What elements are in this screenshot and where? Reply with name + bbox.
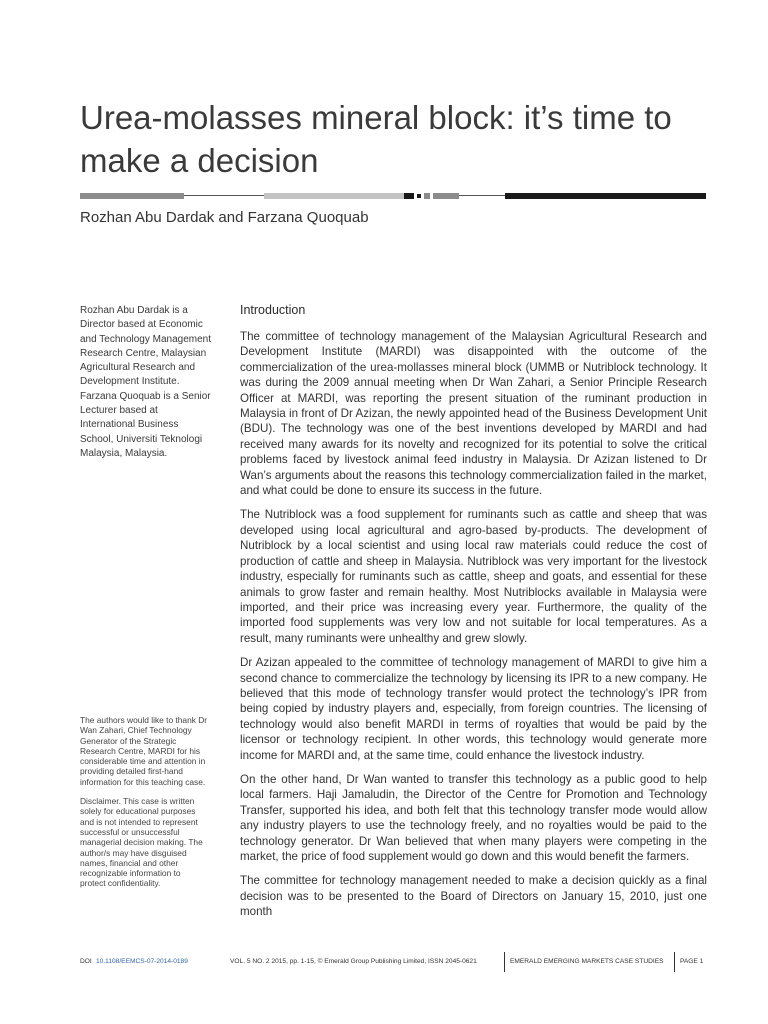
article-authors: Rozhan Abu Dardak and Farzana Quoquab bbox=[80, 209, 369, 226]
rule-square-gray bbox=[424, 193, 430, 199]
footer-separator bbox=[504, 952, 505, 972]
citation-info: VOL. 5 NO. 2 2015, pp. 1-15, © Emerald Group Publishing Limited, ISSN 2045-0621 bbox=[230, 958, 477, 965]
page-footer bbox=[80, 952, 708, 972]
body-paragraph: On the other hand, Dr Wan wanted to transfer this technology as a public good to help local farmers. Haji Jamaludin, the Director of the Centre for Promotion and Technology Transfer, supported his idea, and both felt that this technology transfer mode would allow any industry players to use the technology freely, and no royalties would be paid to the technology generator. Dr Wan believed that when many players were competing in the market, the price of food supplement would go down and this would benefit the farmers. bbox=[240, 772, 707, 863]
rule-segment-gray bbox=[80, 193, 184, 199]
rule-segment-gray-2 bbox=[433, 193, 459, 199]
body-paragraph: Dr Azizan appealed to the committee of technology management of MARDI to give him a second chance to commercialize the technology by licensing its IPR to a new company. He believed that this mode of technology transfer would protect the technology’s IPR from being copied by industry players and, especially, from foreign countries. The licensing of technology would also benefit MARDI in terms of royalties that would be paid by the licensor or technology recipient. In other words, this technology would generate more income for MARDI and, at the same time, could enhance the livestock industry. bbox=[240, 656, 707, 762]
author-bio: Rozhan Abu Dardak is a Director based at Economic and Technology Management Research Centre, Malaysian Agricultural Research and Development Institute. Farzana Quoquab is a Senior Lecturer based at International Business School, Universiti Teknologi Malaysia, Malaysia. bbox=[80, 305, 212, 459]
footer-separator bbox=[674, 952, 675, 972]
acknowledgement-note: The authors would like to thank Dr Wan Zahari, Chief Technology Generator of the Strategic Research Centre, MARDI for his considerable time and attention in providing detailed first-hand information for this teaching case. bbox=[80, 715, 208, 787]
journal-name: EMERALD EMERGING MARKETS CASE STUDIES bbox=[510, 958, 664, 965]
doi-label: DOI bbox=[80, 958, 92, 965]
body-paragraph: The committee of technology management of the Malaysian Agricultural Research and Development Institute (MARDI) was disappointed with the outcome of the commercialization of the urea-mollasses mineral block (UMMB or Nutriblock technology. It was during the 2009 annual meeting when Dr Wan Zahari, a Senior Principle Research Officer at MARDI, was reporting the present situation of the ruminant production in Malaysia in front of Dr Azizan, the newly appointed head of the Business Development Unit (BDU). The technology was one of the best inventions developed by MARDI and had received many awards for its novelty and recognized for its potential to solve the critical problems faced by livestock animal feed industry in Malaysia. Dr Azizan listened to Dr Wan’s arguments about the reasons this technology commercialization failed in the market, and what could be done to ensure its success in the future. bbox=[240, 330, 707, 498]
body-paragraph: The Nutriblock was a food supplement for ruminants such as cattle and sheep that was developed using local agricultural and agro-based by-products. The development of Nutriblock by a local scientist and using local raw materials could reduce the cost of production of cattle and sheep in Malaysia. Nutriblock was very important for the livestock industry, especially for ruminants such as cattle, sheep and goats, and essential for these animals to grow faster and remain healthy. Most Nutriblocks available in Malaysia were imported, and their price was increasing every year. Furthermore, the quality of the imported food supplements was very low and not suitable for local temperatures. As a result, many ruminants were unhealthy and grew slowly. bbox=[240, 508, 707, 645]
body-paragraph: The committee for technology management needed to make a decision quickly as a final decision was to be presented to the Board of Directors on January 15, 2010, just one month bbox=[240, 874, 707, 919]
rule-line-thin bbox=[184, 195, 264, 196]
doi-link[interactable]: 10.1108/EEMCS-07-2014-0189 bbox=[96, 958, 188, 965]
title-decorative-rule bbox=[80, 193, 706, 199]
article-title: Urea-molasses mineral block: it’s time to make a decision bbox=[80, 99, 672, 179]
rule-line-thin-2 bbox=[459, 195, 505, 196]
disclaimer-note: Disclaimer. This case is written solely for educational purposes and is not intended to represent successful or unsuccessful managerial decision making. The author/s may have disguised names, financial and other recognizable information to protect confidentiality. bbox=[80, 796, 203, 889]
rule-square-small bbox=[417, 194, 421, 198]
rule-square-dark bbox=[404, 193, 414, 199]
page-number: PAGE 1 bbox=[680, 958, 704, 965]
article-body bbox=[240, 303, 707, 929]
section-heading-introduction: Introduction bbox=[240, 303, 306, 317]
sidebar-notes bbox=[80, 715, 208, 898]
rule-segment-light bbox=[264, 193, 404, 199]
rule-segment-dark bbox=[505, 193, 706, 199]
